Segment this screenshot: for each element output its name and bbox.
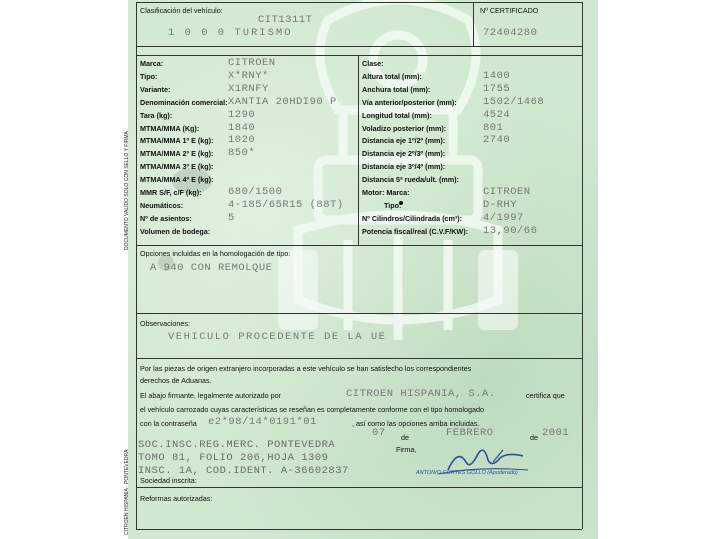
- left-field-value: 680/1500: [228, 186, 283, 198]
- right-field-label: Distancia eje 1º/2º (mm):: [362, 136, 446, 146]
- rule: [136, 2, 582, 3]
- reformas-label: Reformas autorizadas:: [140, 494, 213, 503]
- rule: [136, 46, 582, 47]
- left-field-value: 850*: [228, 147, 256, 160]
- right-field-value: D-RHY: [483, 198, 518, 211]
- cert-line-5: con la contraseña: [140, 419, 197, 428]
- right-field-value: CITROEN: [483, 186, 531, 198]
- left-field-value: X1RNFY: [228, 82, 269, 95]
- registro-line-2: TOMO 81, FOLIO 206,HOJA 1309: [138, 452, 329, 464]
- cert-line-4: el vehículo carrozado cuyas características se reseñan es completamente conforme con el tipo homologado: [140, 405, 484, 414]
- rule: [136, 2, 137, 529]
- rule: [358, 55, 359, 245]
- left-field-value: X*RNY*: [228, 69, 269, 82]
- opciones-label: Opciones incluidas en la homologación de tipo:: [140, 249, 291, 258]
- sociedad-label: Sociedad inscrita:: [140, 476, 197, 485]
- left-field-label: MTMA/MMA 4º E (kg):: [140, 175, 214, 185]
- left-field-label: MTMA/MMA 2º E (kg):: [140, 149, 214, 159]
- rule: [136, 487, 582, 488]
- vehicle-certificate-document: [124, 0, 598, 539]
- clasificacion-code: CIT1311T: [258, 14, 313, 26]
- observaciones-value: VEHICULO PROCEDENTE DE LA UE: [168, 331, 387, 343]
- left-field-value: 5: [228, 211, 235, 224]
- left-field-value: 4-185/65R15 (88T): [228, 198, 344, 211]
- right-field-label: Potencia fiscal/real (C.V.F/KW):: [362, 226, 468, 236]
- registro-line-3: INSC. 1A, COD.IDENT. A-36602837: [138, 465, 349, 477]
- right-field-value: 1400: [483, 69, 511, 82]
- right-field-label: Tipo:: [384, 200, 402, 210]
- right-field-value: 4524: [483, 108, 511, 121]
- left-field-value: 1840: [228, 121, 256, 134]
- right-field-value: 801: [483, 121, 504, 134]
- rule: [136, 529, 582, 530]
- cert-day: 07: [372, 427, 386, 439]
- clasificacion-label: Clasificación del vehículo:: [140, 6, 223, 15]
- rule: [136, 55, 582, 56]
- left-field-label: Nº de asientos:: [140, 213, 192, 223]
- rule: [473, 2, 474, 46]
- cert-contrasena: e2*98/14*0191*01: [208, 416, 317, 428]
- certificado-value: 72404280: [483, 27, 538, 39]
- signer-name: ANTONIO CORTES GOLLO (Apoderado): [416, 470, 518, 476]
- right-field-label: Anchura total (mm):: [362, 84, 431, 94]
- right-field-value: 2740: [483, 134, 511, 147]
- cert-de-2: de: [530, 433, 538, 442]
- left-field-label: Tipo:: [140, 71, 158, 81]
- observaciones-label: Observaciones:: [140, 319, 190, 328]
- left-field-label: MTMA/MMA 3º E (kg):: [140, 162, 214, 172]
- right-field-label: Altura total (mm):: [362, 71, 422, 81]
- cert-month: FEBRERO: [446, 427, 494, 439]
- cert-line-3b: certifica que: [526, 391, 565, 400]
- left-field-value: CITROEN: [228, 57, 276, 69]
- left-field-label: MTMA/MMA 1º E (kg):: [140, 136, 214, 146]
- certificado-label: Nº CERTIFICADO: [480, 6, 539, 15]
- right-field-value: 1502/1468: [483, 95, 545, 108]
- side-security-text: DOCUMENTO VALIDO SOLO CON SELLO Y FIRMA: [124, 131, 130, 250]
- left-field-label: MTMA/MMA (Kg):: [140, 123, 200, 133]
- cert-line-1: Por las piezas de origen extranjero incorporadas a este vehículo se han satisfecho los correspondientes: [140, 364, 472, 373]
- rule: [136, 358, 582, 359]
- right-field-value: 1755: [483, 82, 511, 95]
- right-field-value: 4/1997: [483, 211, 524, 224]
- left-field-label: Volumen de bodega:: [140, 226, 211, 236]
- right-field-value: 13,90/66: [483, 224, 538, 237]
- cert-de-1: de: [401, 433, 409, 442]
- right-field-label: Longitud total (mm):: [362, 110, 432, 120]
- right-field-label: Vía anterior/posterior (mm):: [362, 97, 457, 107]
- right-field-label: Distancia eje 2º/3º (mm):: [362, 149, 446, 159]
- rule: [136, 313, 582, 314]
- cert-firma-label: Firma,: [396, 445, 417, 454]
- cert-line-3: El abajo firmante, legalmente autorizado por: [140, 391, 282, 400]
- cert-line-2: derechos de Aduanas.: [140, 376, 212, 385]
- right-field-label: Motor: Marca:: [362, 188, 410, 197]
- right-field-label: Clase:: [362, 59, 384, 68]
- opciones-value: A 940 CON REMOLQUE: [150, 262, 273, 274]
- left-field-value: 1020: [228, 134, 256, 147]
- left-field-label: Denominación comercial:: [140, 97, 228, 107]
- right-field-label: Nº Cilindros/Cilindrada (cm³):: [362, 213, 463, 223]
- left-field-label: Variante:: [140, 84, 171, 94]
- cert-line-5b: , así como las opciones arriba incluidas.: [352, 419, 480, 428]
- right-field-label: Distancia 5ª rueda/ult. (mm):: [362, 175, 459, 185]
- rule: [136, 245, 582, 246]
- right-field-label: Distancia eje 3º/4º (mm):: [362, 162, 446, 172]
- cert-year: 2001: [542, 427, 570, 439]
- rule: [582, 2, 583, 529]
- registro-line-1: SOC.INSC.REG.MERC. PONTEVEDRA: [138, 439, 336, 451]
- left-field-label: Tara (kg):: [140, 110, 173, 120]
- cert-firm-name: CITROEN HISPANIA, S.A.: [346, 388, 496, 400]
- left-field-label: Neumáticos:: [140, 200, 184, 210]
- left-field-value: 1290: [228, 108, 256, 121]
- right-field-label: Voladizo posterior (mm):: [362, 123, 447, 133]
- left-field-label: MMR S/F, c/F (kg):: [140, 188, 202, 197]
- left-field-value: XANTIA 20HDI90 P: [228, 95, 337, 108]
- side-security-text-2: CITROEN HISPANIA · PONTEVEDRA: [124, 449, 130, 535]
- clasificacion-desc: 1 0 0 0 TURISMO: [168, 27, 293, 39]
- left-field-label: Marca:: [140, 59, 164, 68]
